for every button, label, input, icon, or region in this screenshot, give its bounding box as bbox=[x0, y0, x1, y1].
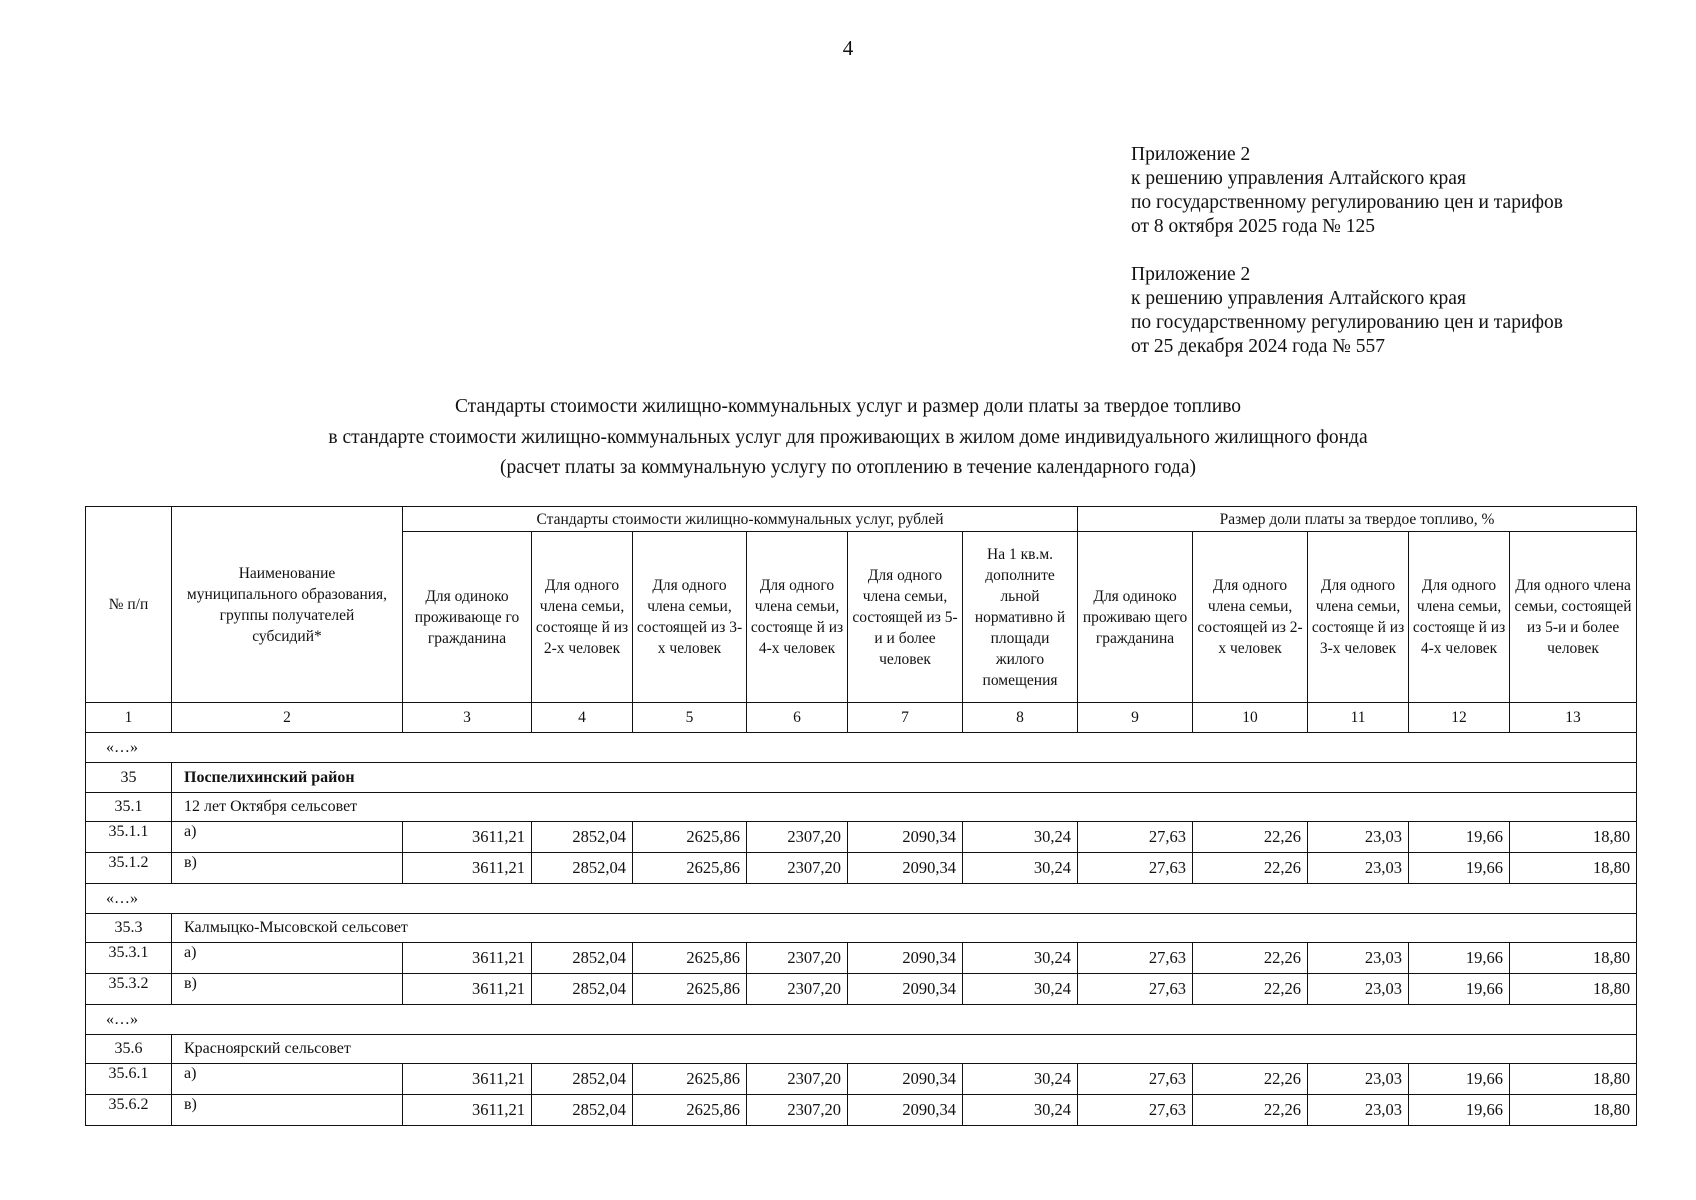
column-number: 7 bbox=[848, 703, 963, 733]
column-number: 1 bbox=[86, 703, 172, 733]
annex-title: Приложение 2 bbox=[1131, 144, 1251, 165]
value-cell: 2090,34 bbox=[848, 1064, 963, 1095]
value-cell: 2090,34 bbox=[848, 974, 963, 1005]
section-row bbox=[86, 763, 1637, 793]
section-name: Поспелихинский район bbox=[172, 763, 1637, 793]
column-number: 11 bbox=[1308, 703, 1409, 733]
row-number: 35.6.1 bbox=[86, 1064, 172, 1095]
row-group: а) bbox=[172, 822, 403, 853]
annex-block-current bbox=[1131, 143, 1563, 239]
row-number: 35.6.2 bbox=[86, 1095, 172, 1126]
header-column-10: Для одного члена семьи, состоящей из 2-х человек bbox=[1193, 532, 1308, 703]
annex-block-previous bbox=[1131, 263, 1563, 359]
column-number: 8 bbox=[963, 703, 1078, 733]
header-group-share: Размер доли платы за твердое топливо, % bbox=[1078, 507, 1637, 532]
subsection-name: 12 лет Октября сельсовет bbox=[172, 793, 1637, 822]
value-cell: 30,24 bbox=[963, 853, 1078, 884]
value-cell: 18,80 bbox=[1510, 1064, 1637, 1095]
subsection-number: 35.6 bbox=[86, 1035, 172, 1064]
value-cell: 2090,34 bbox=[848, 943, 963, 974]
value-cell: 30,24 bbox=[963, 1095, 1078, 1126]
value-cell: 2307,20 bbox=[747, 974, 848, 1005]
value-cell: 22,26 bbox=[1193, 1064, 1308, 1095]
annex-date: от 25 декабря 2024 года № 557 bbox=[1131, 336, 1385, 357]
row-group: в) bbox=[172, 974, 403, 1005]
value-cell: 18,80 bbox=[1510, 822, 1637, 853]
subsection-name: Красноярский сельсовет bbox=[172, 1035, 1637, 1064]
value-cell: 19,66 bbox=[1409, 943, 1510, 974]
value-cell: 3611,21 bbox=[403, 1095, 532, 1126]
subsection-number: 35.1 bbox=[86, 793, 172, 822]
ellipsis-cell: «…» bbox=[86, 733, 1637, 763]
subsection-row bbox=[86, 793, 1637, 822]
title-line: в стандарте стоимости жилищно-коммунальных услуг для проживающих в жилом доме индивидуального жилищного фонда bbox=[328, 426, 1368, 448]
header-column-5: Для одного члена семьи, состоящей из 3-х человек bbox=[633, 532, 747, 703]
value-cell: 2852,04 bbox=[532, 853, 633, 884]
header-column-9: Для одиноко проживаю щего гражданина bbox=[1078, 532, 1193, 703]
header-column-11: Для одного члена семьи, состояще й из 3-х человек bbox=[1308, 532, 1409, 703]
value-cell: 2090,34 bbox=[848, 853, 963, 884]
title-line: (расчет платы за коммунальную услугу по отоплению в течение календарного года) bbox=[500, 457, 1196, 478]
annex-line: по государственному регулированию цен и тарифов bbox=[1131, 192, 1563, 213]
value-cell: 23,03 bbox=[1308, 1064, 1409, 1095]
subsection-row bbox=[86, 914, 1637, 943]
subsection-name: Калмыцко-Мысовской сельсовет bbox=[172, 914, 1637, 943]
table-row bbox=[86, 853, 1637, 884]
annex-line: к решению управления Алтайского края bbox=[1131, 168, 1466, 189]
column-number: 12 bbox=[1409, 703, 1510, 733]
row-group: а) bbox=[172, 1064, 403, 1095]
ellipsis-row bbox=[86, 733, 1637, 763]
header-column-6: Для одного члена семьи, состояще й из 4-х человек bbox=[747, 532, 848, 703]
value-cell: 2625,86 bbox=[633, 822, 747, 853]
table-row bbox=[86, 1095, 1637, 1126]
document-title bbox=[0, 392, 1696, 484]
value-cell: 2307,20 bbox=[747, 822, 848, 853]
value-cell: 22,26 bbox=[1193, 822, 1308, 853]
value-cell: 27,63 bbox=[1078, 1095, 1193, 1126]
row-number: 35.1.1 bbox=[86, 822, 172, 853]
value-cell: 30,24 bbox=[963, 1064, 1078, 1095]
value-cell: 2307,20 bbox=[747, 853, 848, 884]
value-cell: 18,80 bbox=[1510, 853, 1637, 884]
value-cell: 30,24 bbox=[963, 974, 1078, 1005]
value-cell: 2852,04 bbox=[532, 943, 633, 974]
column-number: 10 bbox=[1193, 703, 1308, 733]
value-cell: 19,66 bbox=[1409, 974, 1510, 1005]
row-group: а) bbox=[172, 943, 403, 974]
header-no: № п/п bbox=[86, 507, 172, 703]
annex-line: к решению управления Алтайского края bbox=[1131, 288, 1466, 309]
column-number: 3 bbox=[403, 703, 532, 733]
header-column-3: Для одиноко проживающе го гражданина bbox=[403, 532, 532, 703]
row-group: в) bbox=[172, 853, 403, 884]
header-name: Наименование муниципального образования, группы получателей субсидий* bbox=[172, 507, 403, 703]
tariff-table bbox=[85, 506, 1637, 1126]
value-cell: 27,63 bbox=[1078, 1064, 1193, 1095]
value-cell: 2852,04 bbox=[532, 974, 633, 1005]
table-row bbox=[86, 822, 1637, 853]
value-cell: 3611,21 bbox=[403, 943, 532, 974]
header-column-7: Для одного члена семьи, состоящей из 5-и и более человек bbox=[848, 532, 963, 703]
column-number: 6 bbox=[747, 703, 848, 733]
ellipsis-row bbox=[86, 884, 1637, 914]
value-cell: 23,03 bbox=[1308, 1095, 1409, 1126]
value-cell: 3611,21 bbox=[403, 853, 532, 884]
value-cell: 23,03 bbox=[1308, 943, 1409, 974]
annex-line: по государственному регулированию цен и тарифов bbox=[1131, 312, 1563, 333]
ellipsis-row bbox=[86, 1005, 1637, 1035]
row-number: 35.3.1 bbox=[86, 943, 172, 974]
subsection-row bbox=[86, 1035, 1637, 1064]
header-column-13: Для одного члена семьи, состоящей из 5-и и более человек bbox=[1510, 532, 1637, 703]
value-cell: 2625,86 bbox=[633, 853, 747, 884]
column-number: 13 bbox=[1510, 703, 1637, 733]
value-cell: 22,26 bbox=[1193, 974, 1308, 1005]
section-number: 35 bbox=[86, 763, 172, 793]
header-group-standards: Стандарты стоимости жилищно-коммунальных услуг, рублей bbox=[403, 507, 1078, 532]
value-cell: 27,63 bbox=[1078, 822, 1193, 853]
value-cell: 23,03 bbox=[1308, 822, 1409, 853]
value-cell: 19,66 bbox=[1409, 853, 1510, 884]
table-row bbox=[86, 1064, 1637, 1095]
value-cell: 2090,34 bbox=[848, 1095, 963, 1126]
value-cell: 2307,20 bbox=[747, 943, 848, 974]
header-column-12: Для одного члена семьи, состояще й из 4-х человек bbox=[1409, 532, 1510, 703]
value-cell: 2625,86 bbox=[633, 974, 747, 1005]
value-cell: 22,26 bbox=[1193, 1095, 1308, 1126]
row-number: 35.1.2 bbox=[86, 853, 172, 884]
value-cell: 23,03 bbox=[1308, 974, 1409, 1005]
value-cell: 27,63 bbox=[1078, 853, 1193, 884]
annex-date: от 8 октября 2025 года № 125 bbox=[1131, 216, 1375, 237]
value-cell: 27,63 bbox=[1078, 974, 1193, 1005]
value-cell: 2852,04 bbox=[532, 1095, 633, 1126]
value-cell: 19,66 bbox=[1409, 822, 1510, 853]
value-cell: 18,80 bbox=[1510, 943, 1637, 974]
value-cell: 2852,04 bbox=[532, 822, 633, 853]
table-row bbox=[86, 974, 1637, 1005]
value-cell: 2625,86 bbox=[633, 943, 747, 974]
value-cell: 19,66 bbox=[1409, 1095, 1510, 1126]
value-cell: 2307,20 bbox=[747, 1064, 848, 1095]
value-cell: 22,26 bbox=[1193, 853, 1308, 884]
page-number: 4 bbox=[842, 36, 854, 60]
value-cell: 2090,34 bbox=[848, 822, 963, 853]
subsection-number: 35.3 bbox=[86, 914, 172, 943]
value-cell: 19,66 bbox=[1409, 1064, 1510, 1095]
value-cell: 2307,20 bbox=[747, 1095, 848, 1126]
value-cell: 3611,21 bbox=[403, 1064, 532, 1095]
annex-title: Приложение 2 bbox=[1131, 264, 1251, 285]
header-column-4: Для одного члена семьи, состояще й из 2-х человек bbox=[532, 532, 633, 703]
column-number: 2 bbox=[172, 703, 403, 733]
row-number: 35.3.2 bbox=[86, 974, 172, 1005]
value-cell: 27,63 bbox=[1078, 943, 1193, 974]
table-row bbox=[86, 943, 1637, 974]
ellipsis-cell: «…» bbox=[86, 1005, 1637, 1035]
column-number: 4 bbox=[532, 703, 633, 733]
value-cell: 2625,86 bbox=[633, 1064, 747, 1095]
value-cell: 18,80 bbox=[1510, 1095, 1637, 1126]
column-number: 5 bbox=[633, 703, 747, 733]
title-line: Стандарты стоимости жилищно-коммунальных услуг и размер доли платы за твердое топливо bbox=[454, 396, 1242, 417]
header-column-8: На 1 кв.м. дополните льной нормативно й площади жилого помещения bbox=[963, 532, 1078, 703]
row-group: в) bbox=[172, 1095, 403, 1126]
value-cell: 22,26 bbox=[1193, 943, 1308, 974]
value-cell: 30,24 bbox=[963, 822, 1078, 853]
value-cell: 18,80 bbox=[1510, 974, 1637, 1005]
value-cell: 23,03 bbox=[1308, 853, 1409, 884]
value-cell: 3611,21 bbox=[403, 822, 532, 853]
value-cell: 30,24 bbox=[963, 943, 1078, 974]
value-cell: 2852,04 bbox=[532, 1064, 633, 1095]
value-cell: 2625,86 bbox=[633, 1095, 747, 1126]
ellipsis-cell: «…» bbox=[86, 884, 1637, 914]
value-cell: 3611,21 bbox=[403, 974, 532, 1005]
column-number: 9 bbox=[1078, 703, 1193, 733]
